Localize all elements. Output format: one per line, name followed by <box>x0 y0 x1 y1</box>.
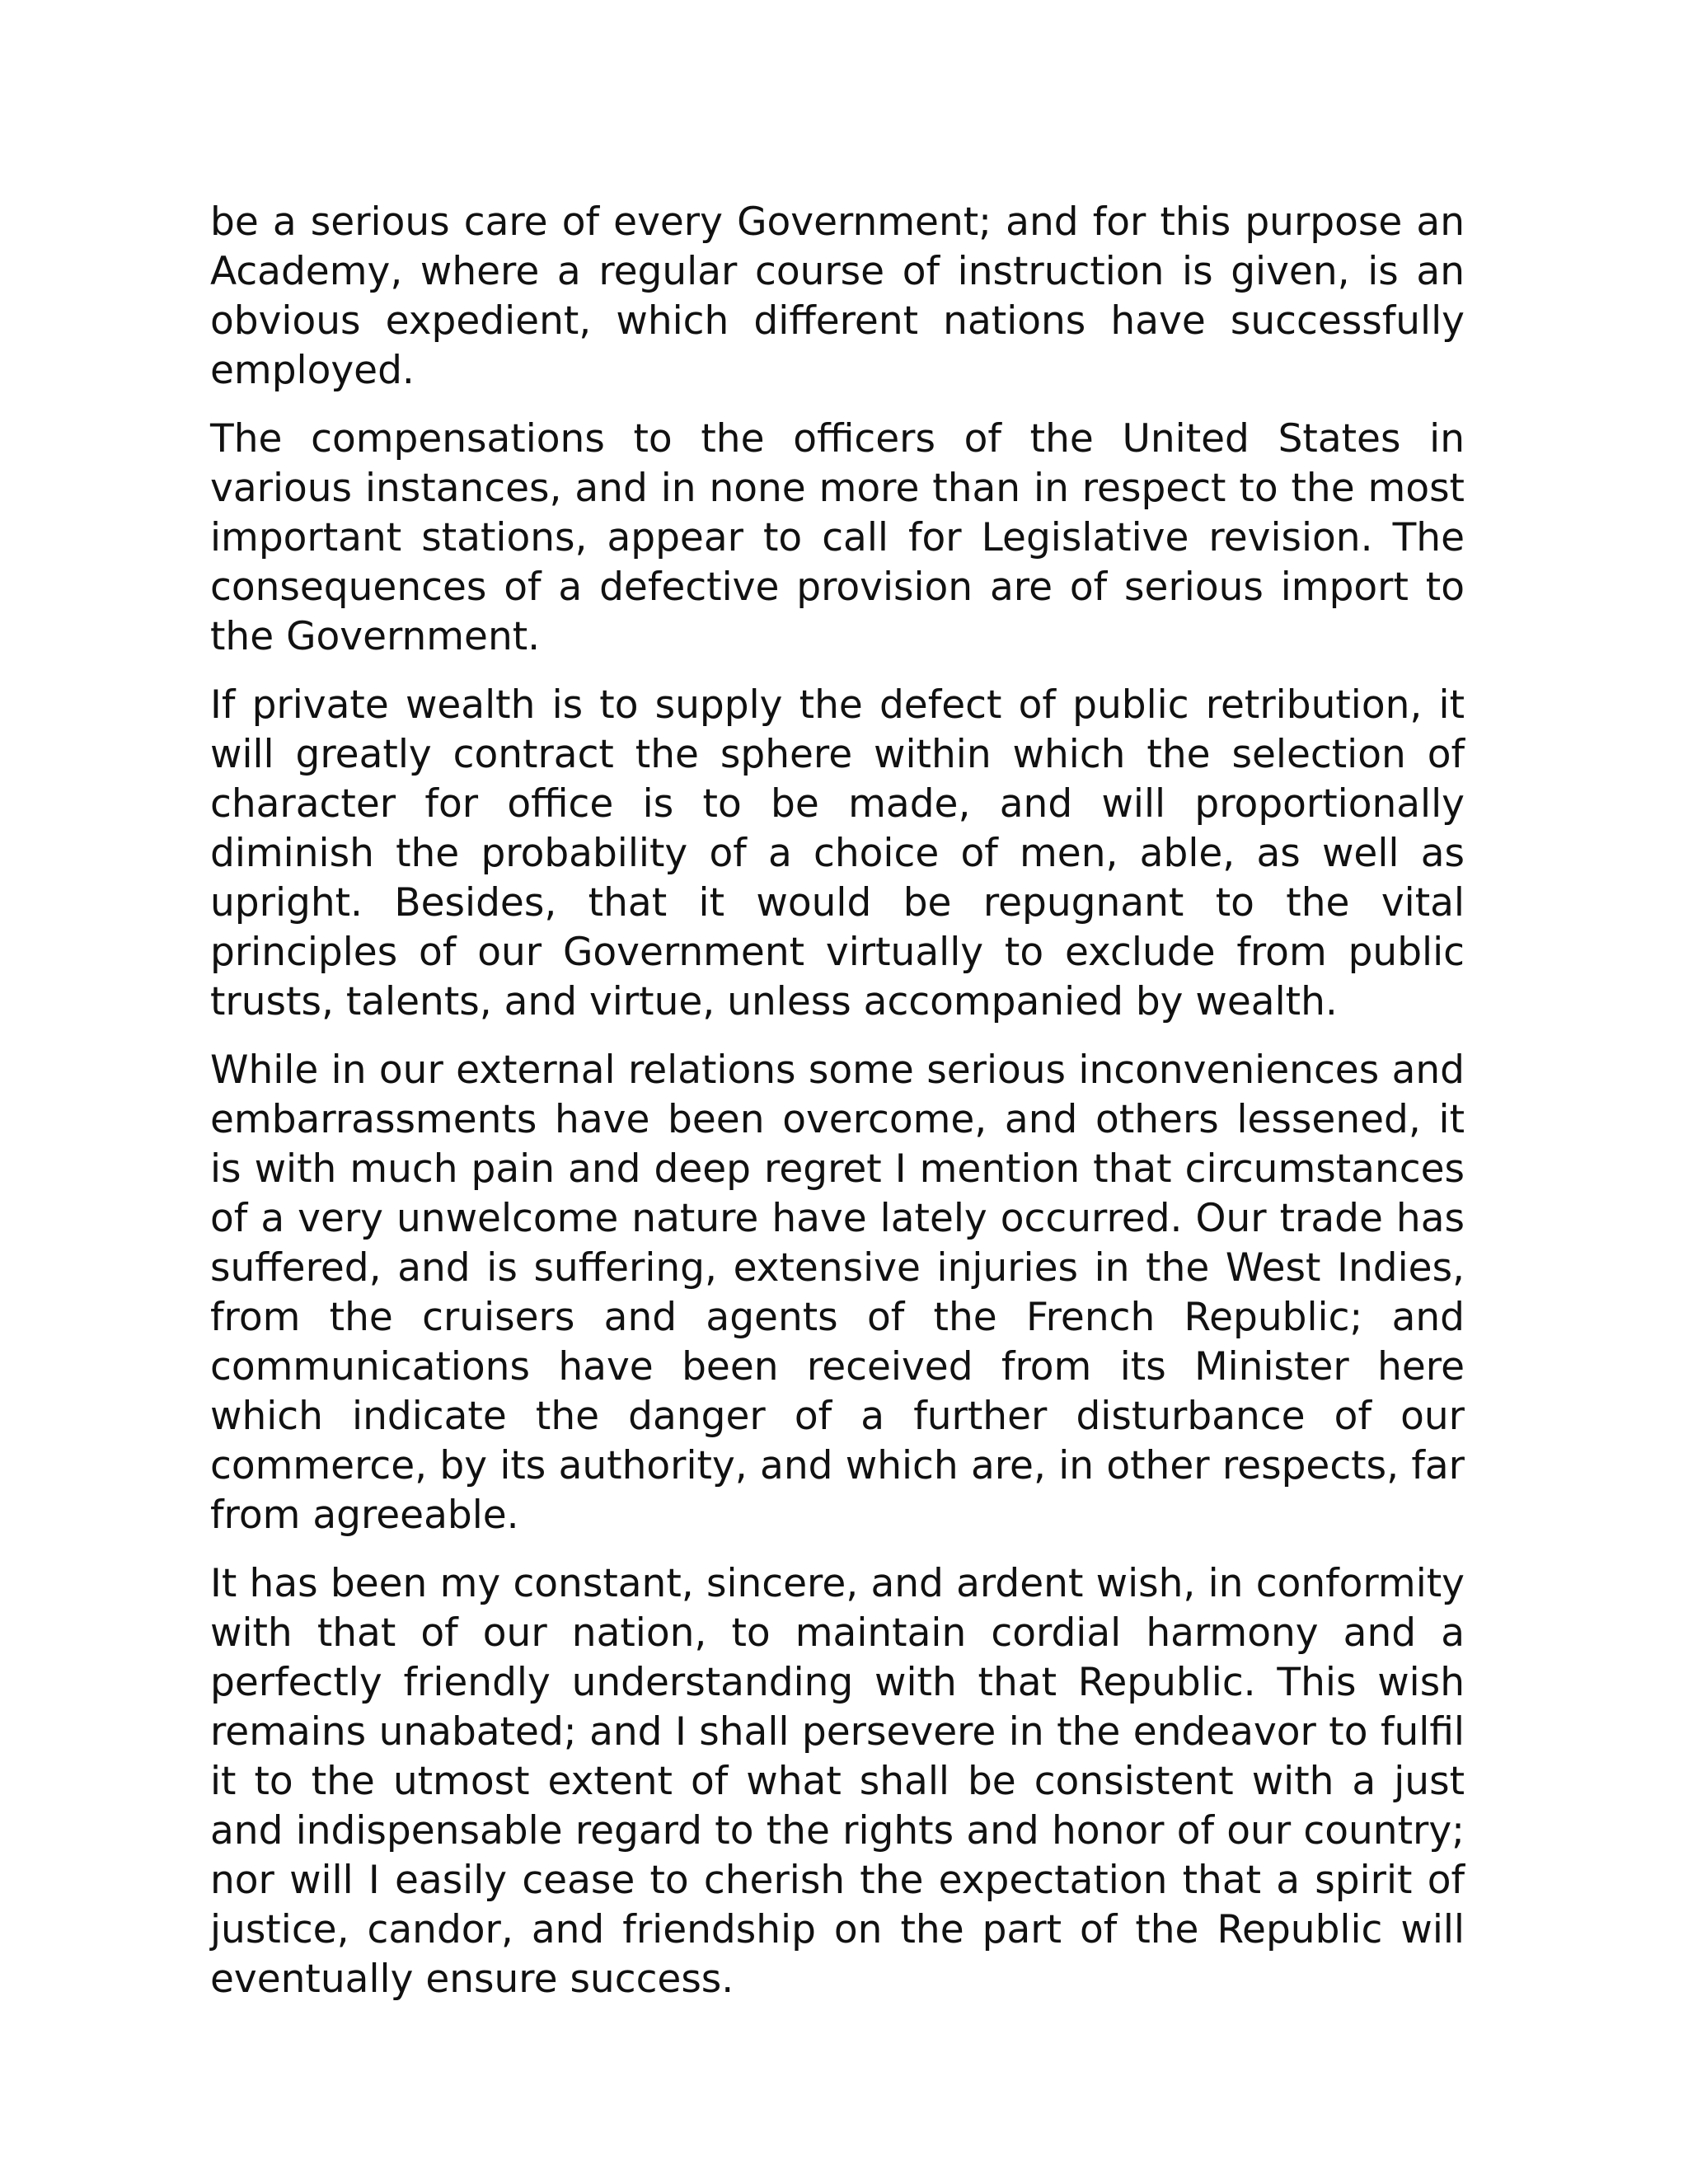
paragraph-harmony-republic: It has been my constant, sincere, and ardent wish, in conformity with that of our nation, to maintain cordial harmony and a perfectly friendly understanding with that Republic. This wish remains unabated; and I shall persevere in the endeavor to fulfil it to the utmost extent of what shall be consistent with a just and indispensable regard to the rights and honor of our country; nor will I easily cease to cherish the expectation that a spirit of justice, candor, and friendship on the part of the Republic will eventually ensure success. <box>210 1561 1465 2002</box>
paragraph-compensations: The compensations to the officers of the United States in various instances, and in none more than in respect to the most important stations, appear to call for Legislative revision. The consequences of a defective provision are of serious import to the Government. <box>210 416 1465 659</box>
paragraph-private-wealth: If private wealth is to supply the defect of public retribution, it will greatly contract the sphere within which the selection of character for office is to be made, and will proportionally diminish the probability of a choice of men, able, as well as upright. Besides, that it would be repugnant to the vital principles of our Government virtually to exclude from public trusts, talents, and virtue, unless accompanied by wealth. <box>210 682 1465 1024</box>
body-text <box>210 198 1465 2023</box>
paragraph-academy: be a serious care of every Government; and for this purpose an Academy, where a regular course of instruction is given, is an obvious expedient, which different nations have successfully employed. <box>210 199 1465 393</box>
paragraph-external-relations: While in our external relations some serious inconveniences and embarrassments have been overcome, and others lessened, it is with much pain and deep regret I mention that circumstances of a very unwelcome nature have lately occurred. Our trade has suffered, and is suffering, extensive injuries in the West Indies, from the cruisers and agents of the French Republic; and communications have been received from its Minister here which indicate the danger of a further disturbance of our commerce, by its authority, and which are, in other respects, far from agreeable. <box>210 1047 1465 1538</box>
